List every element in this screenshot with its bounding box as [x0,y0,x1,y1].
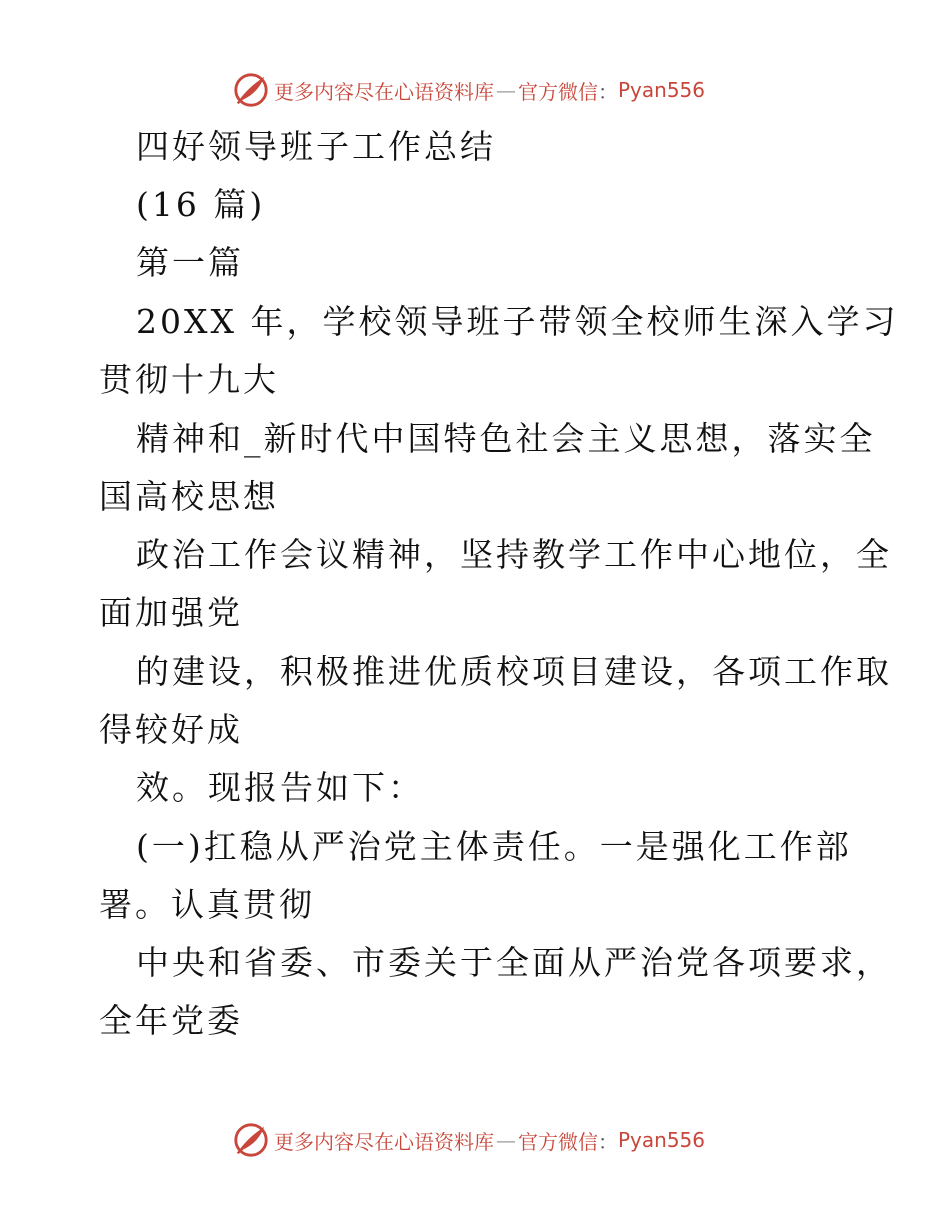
paragraph-line: (一)扛稳从严治党主体责任。一是强化工作部 [136,827,852,866]
watermark-wechat-id: Pyan556 [618,78,706,102]
paragraph-line: 精神和_新时代中国特色社会主义思想，落实全 [136,419,876,458]
watermark-separator: ： [598,1129,618,1154]
paragraph-line: 署。认真贯彻 [99,885,315,924]
watermark-dash: — [496,1128,516,1152]
paragraph-line: 贯彻十九大 [99,360,279,399]
section-heading: 第一篇 [136,243,244,282]
footer-watermark [232,1120,752,1160]
paragraph-line: 国高校思想 [99,477,279,516]
paragraph-line: 的建设，积极推进优质校项目建设，各项工作取 [136,652,892,691]
paragraph-line: 面加强党 [99,593,243,632]
paragraph-line: 得较好成 [99,710,243,749]
feather-quill-icon [232,1121,270,1159]
document-count: (16 篇) [136,185,266,224]
paragraph-line: 效。现报告如下： [136,768,424,807]
document-title: 四好领导班子工作总结 [136,127,496,166]
watermark-wechat-id: Pyan556 [618,1128,706,1152]
watermark-dash: — [496,78,516,102]
paragraph-line: 全年党委 [99,1001,243,1040]
paragraph-line: 20XX 年，学校领导班子带领全校师生深入学习 [136,302,899,341]
watermark-official: 官方微信 [518,1129,598,1154]
watermark-text: 更多内容尽在心语资料库 [274,79,494,104]
paragraph-line: 中央和省委、市委关于全面从严治党各项要求， [136,943,892,982]
paragraph-line: 政治工作会议精神，坚持教学工作中心地位，全 [136,535,892,574]
watermark-separator: ： [598,79,618,104]
watermark-text: 更多内容尽在心语资料库 [274,1129,494,1154]
watermark-official: 官方微信 [518,79,598,104]
